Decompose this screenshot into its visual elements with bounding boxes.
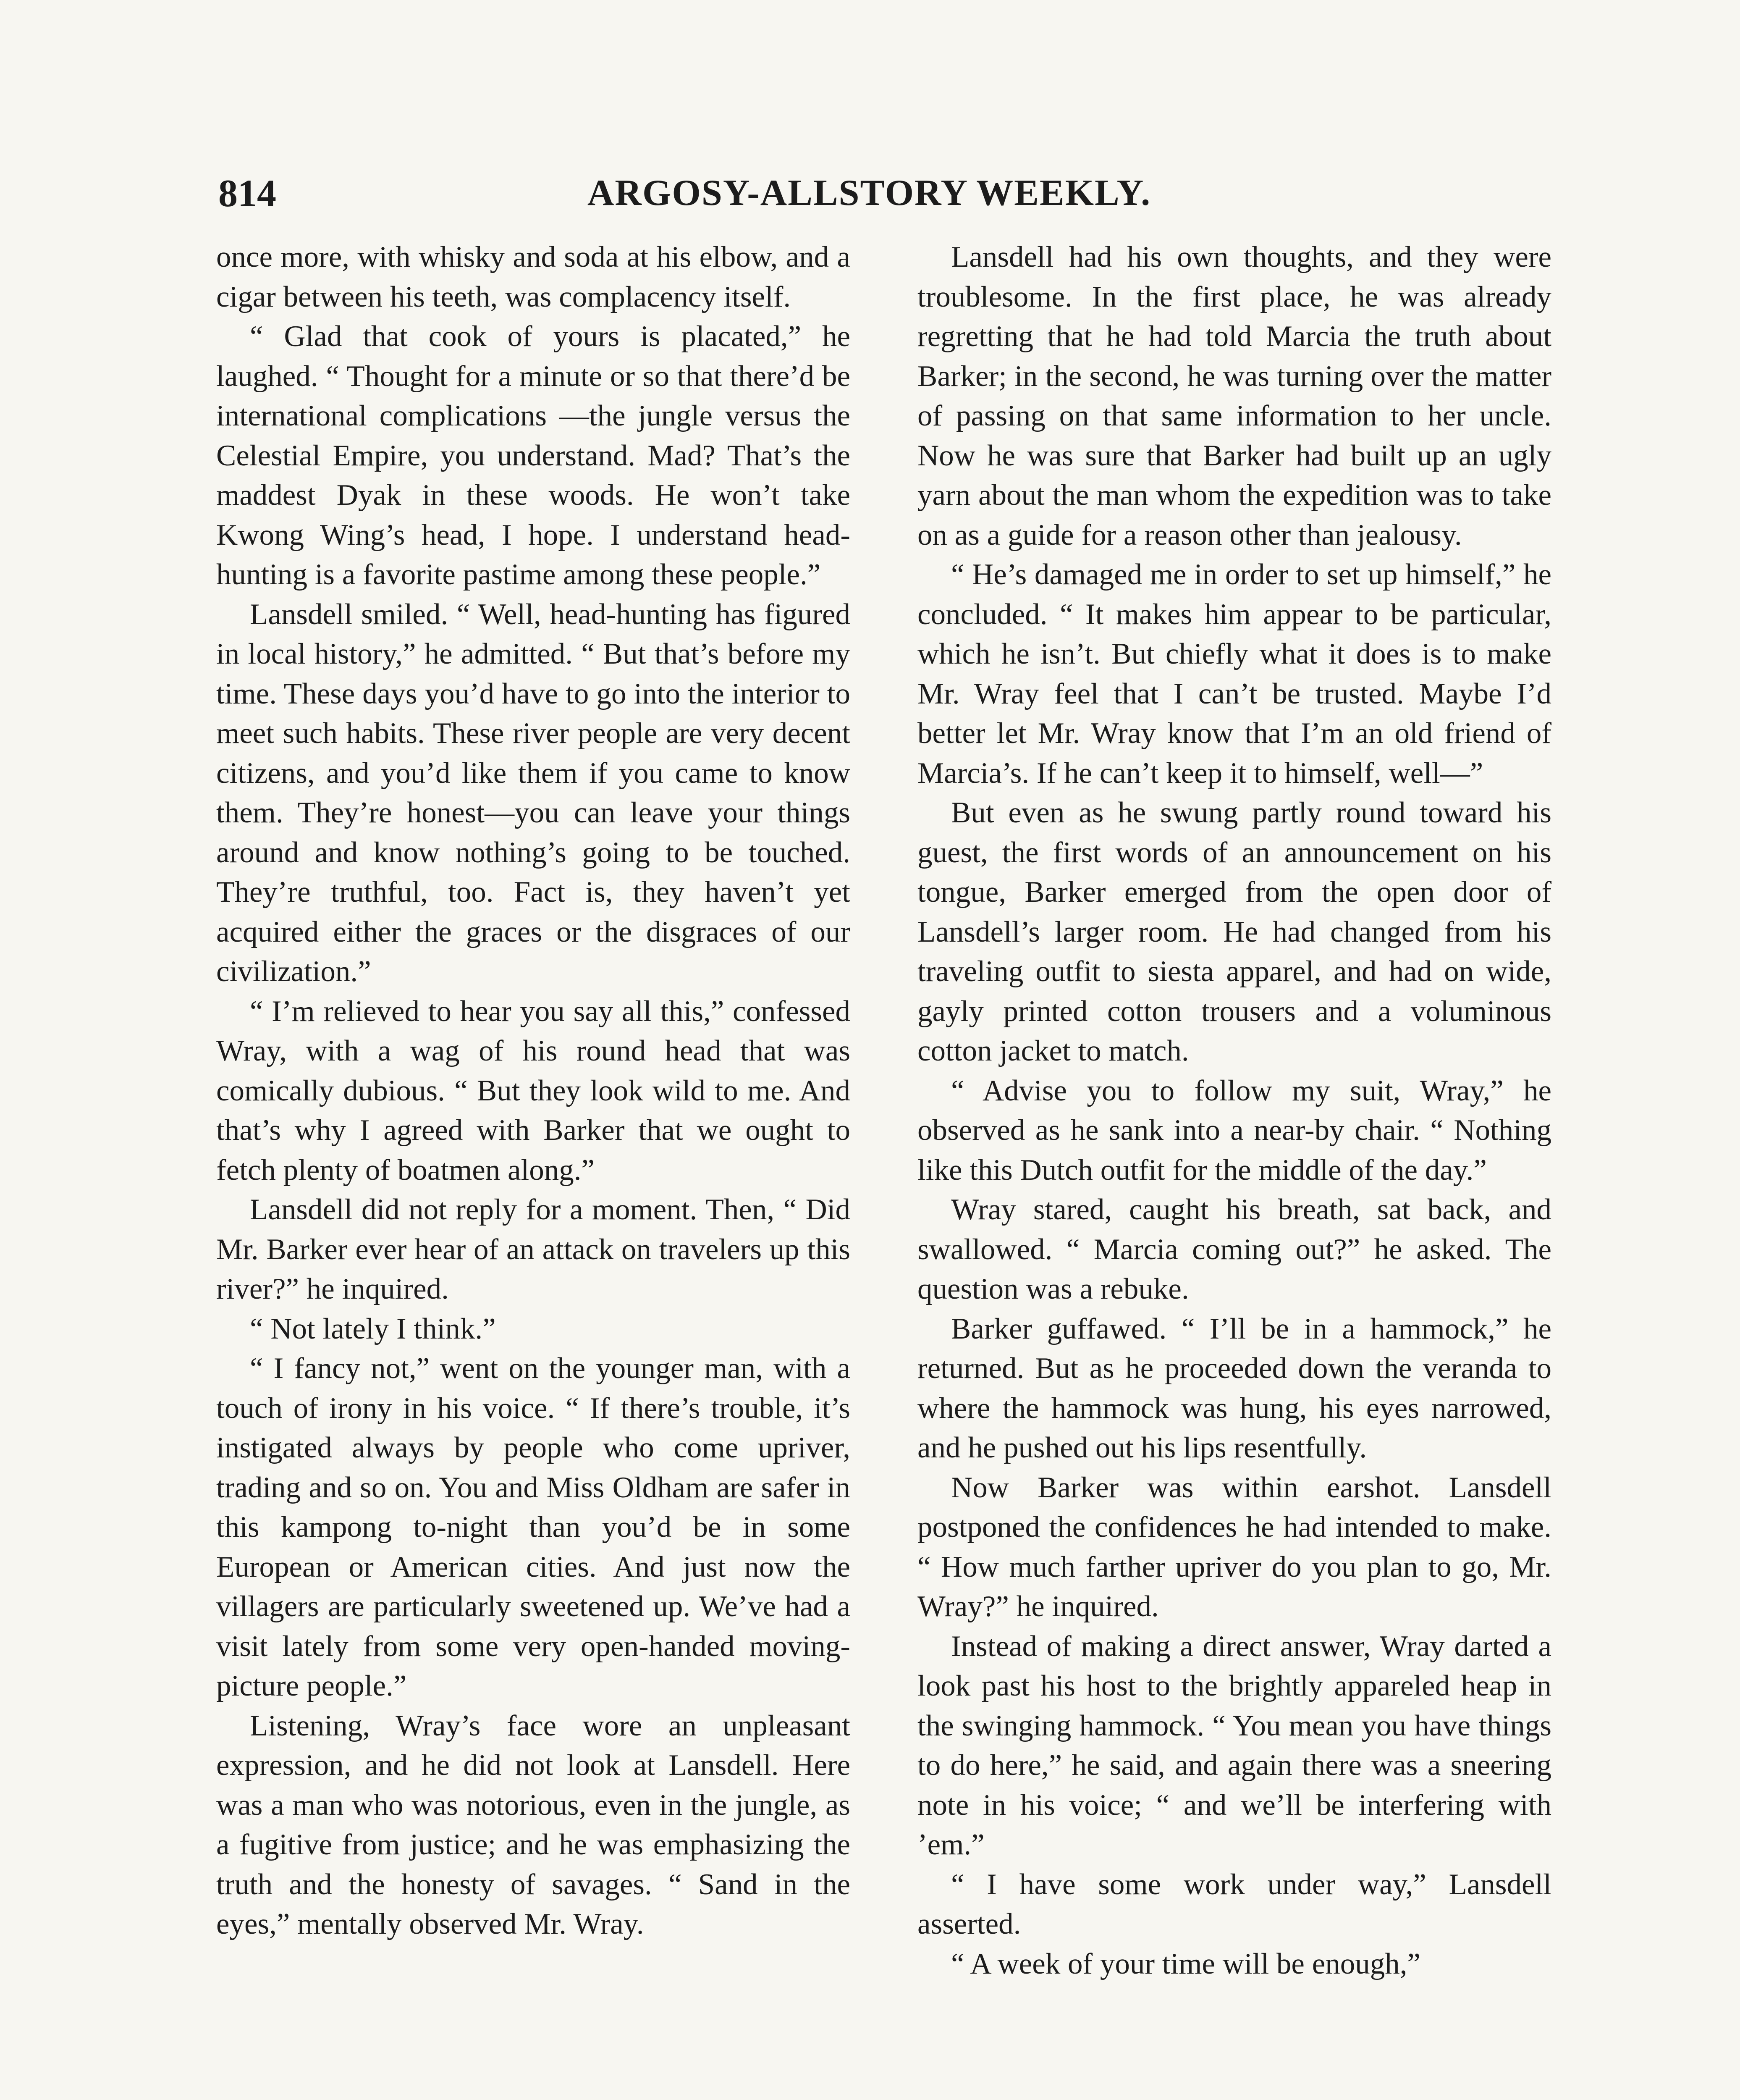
paragraph: Instead of making a direct answer, Wray darted a look past his host to the brightly appareled heap in the swinging hammock. “ You mean you have things to do here,” he said, and again there was a sneering note in his voice; “ and we’ll be interfering with ’em.” xyxy=(917,1630,1551,1861)
right-column xyxy=(917,237,1551,1984)
page-number: 814 xyxy=(218,172,276,215)
left-column xyxy=(216,237,850,1944)
paragraph: once more, with whisky and soda at his elbow, and a cigar between his teeth, was complacency itself. xyxy=(216,241,850,313)
paragraph: Barker guffawed. “ I’ll be in a hammock,” he returned. But as he proceeded down the veranda to where the hammock was hung, his eyes narrowed, and he pushed out his lips resentfully. xyxy=(917,1312,1551,1464)
paragraph: “ Advise you to follow my suit, Wray,” he observed as he sank into a near-by chair. “ Nothing like this Dutch outfit for the middle of the day.” xyxy=(917,1074,1551,1186)
paragraph: Lansdell smiled. “ Well, head-hunting has figured in local history,” he admitted. “ But that’s before my time. These days you’d have to go into the interior to meet such habits. These river people are very decent citizens, and you’d like them if you came to know them. They’re honest—you can leave your things around and know nothing’s going to be touched. They’re truthful, too. Fact is, they haven’t yet acquired either the graces or the disgraces of our civilization.” xyxy=(216,598,850,988)
paragraph: Lansdell had his own thoughts, and they were troublesome. In the first place, he was already regretting that he had told Marcia the truth about Barker; in the second, he was turning over the matter of passing on that same information to her uncle. Now he was sure that Barker had built up an ugly yarn about the man whom the expedition was to take on as a guide for a reason other than jealousy. xyxy=(917,241,1551,551)
paragraph: “ Glad that cook of yours is placated,” he laughed. “ Thought for a minute or so that there’d be international complications —the jungle versus the Celestial Empire, you understand. Mad? That’s the maddest Dyak in these woods. He won’t take Kwong Wing’s head, I hope. I understand head-hunting is a favorite pastime among these people.” xyxy=(216,320,850,591)
paragraph: “ Not lately I think.” xyxy=(250,1312,496,1345)
paragraph: “ A week of your time will be enough,” xyxy=(951,1947,1420,1980)
paragraph: Wray stared, caught his breath, sat back, and swallowed. “ Marcia coming out?” he asked. The question was a rebuke. xyxy=(917,1193,1551,1305)
paragraph: But even as he swung partly round toward his guest, the first words of an announcement on his tongue, Barker emerged from the open door of Lansdell’s larger room. He had changed from his traveling outfit to siesta apparel, and had on wide, gayly printed cotton trousers and a voluminous cotton jacket to match. xyxy=(917,796,1551,1067)
page-header xyxy=(218,160,1520,227)
paragraph: Now Barker was within earshot. Lansdell postponed the confidences he had intended to make. “ How much farther upriver do you plan to go, Mr. Wray?” he inquired. xyxy=(917,1471,1551,1623)
paragraph: Lansdell did not reply for a moment. Then, “ Did Mr. Barker ever hear of an attack on travelers up this river?” he inquired. xyxy=(216,1193,850,1305)
paragraph: “ I’m relieved to hear you say all this,” confessed Wray, with a wag of his round head that was comically dubious. “ But they look wild to me. And that’s why I agreed with Barker that we ought to fetch plenty of boatmen along.” xyxy=(216,995,850,1186)
paragraph: “ He’s damaged me in order to set up himself,” he concluded. “ It makes him appear to be particular, which he isn’t. But chiefly what it does is to make Mr. Wray feel that I can’t be trusted. Maybe I’d better let Mr. Wray know that I’m an old friend of Marcia’s. If he can’t keep it to himself, well—” xyxy=(917,558,1551,790)
running-head: ARGOSY-ALLSTORY WEEKLY. xyxy=(587,173,1151,213)
paragraph: “ I fancy not,” went on the younger man, with a touch of irony in his voice. “ If there’s trouble, it’s instigated always by people who come upriver, trading and so on. You and Miss Oldham are safer in this kampong to-night than you’d be in some European or American cities. And just now the villagers are particularly sweetened up. We’ve had a visit lately from some very open-handed moving-picture people.” xyxy=(216,1352,850,1702)
paragraph: Listening, Wray’s face wore an unpleasant expression, and he did not look at Lansdell. Here was a man who was notorious, even in the jungle, as a fugitive from justice; and he was emphasizing the truth and the honesty of savages. “ Sand in the eyes,” mentally observed Mr. Wray. xyxy=(216,1709,850,1940)
paragraph: “ I have some work under way,” Lansdell asserted. xyxy=(917,1868,1551,1940)
